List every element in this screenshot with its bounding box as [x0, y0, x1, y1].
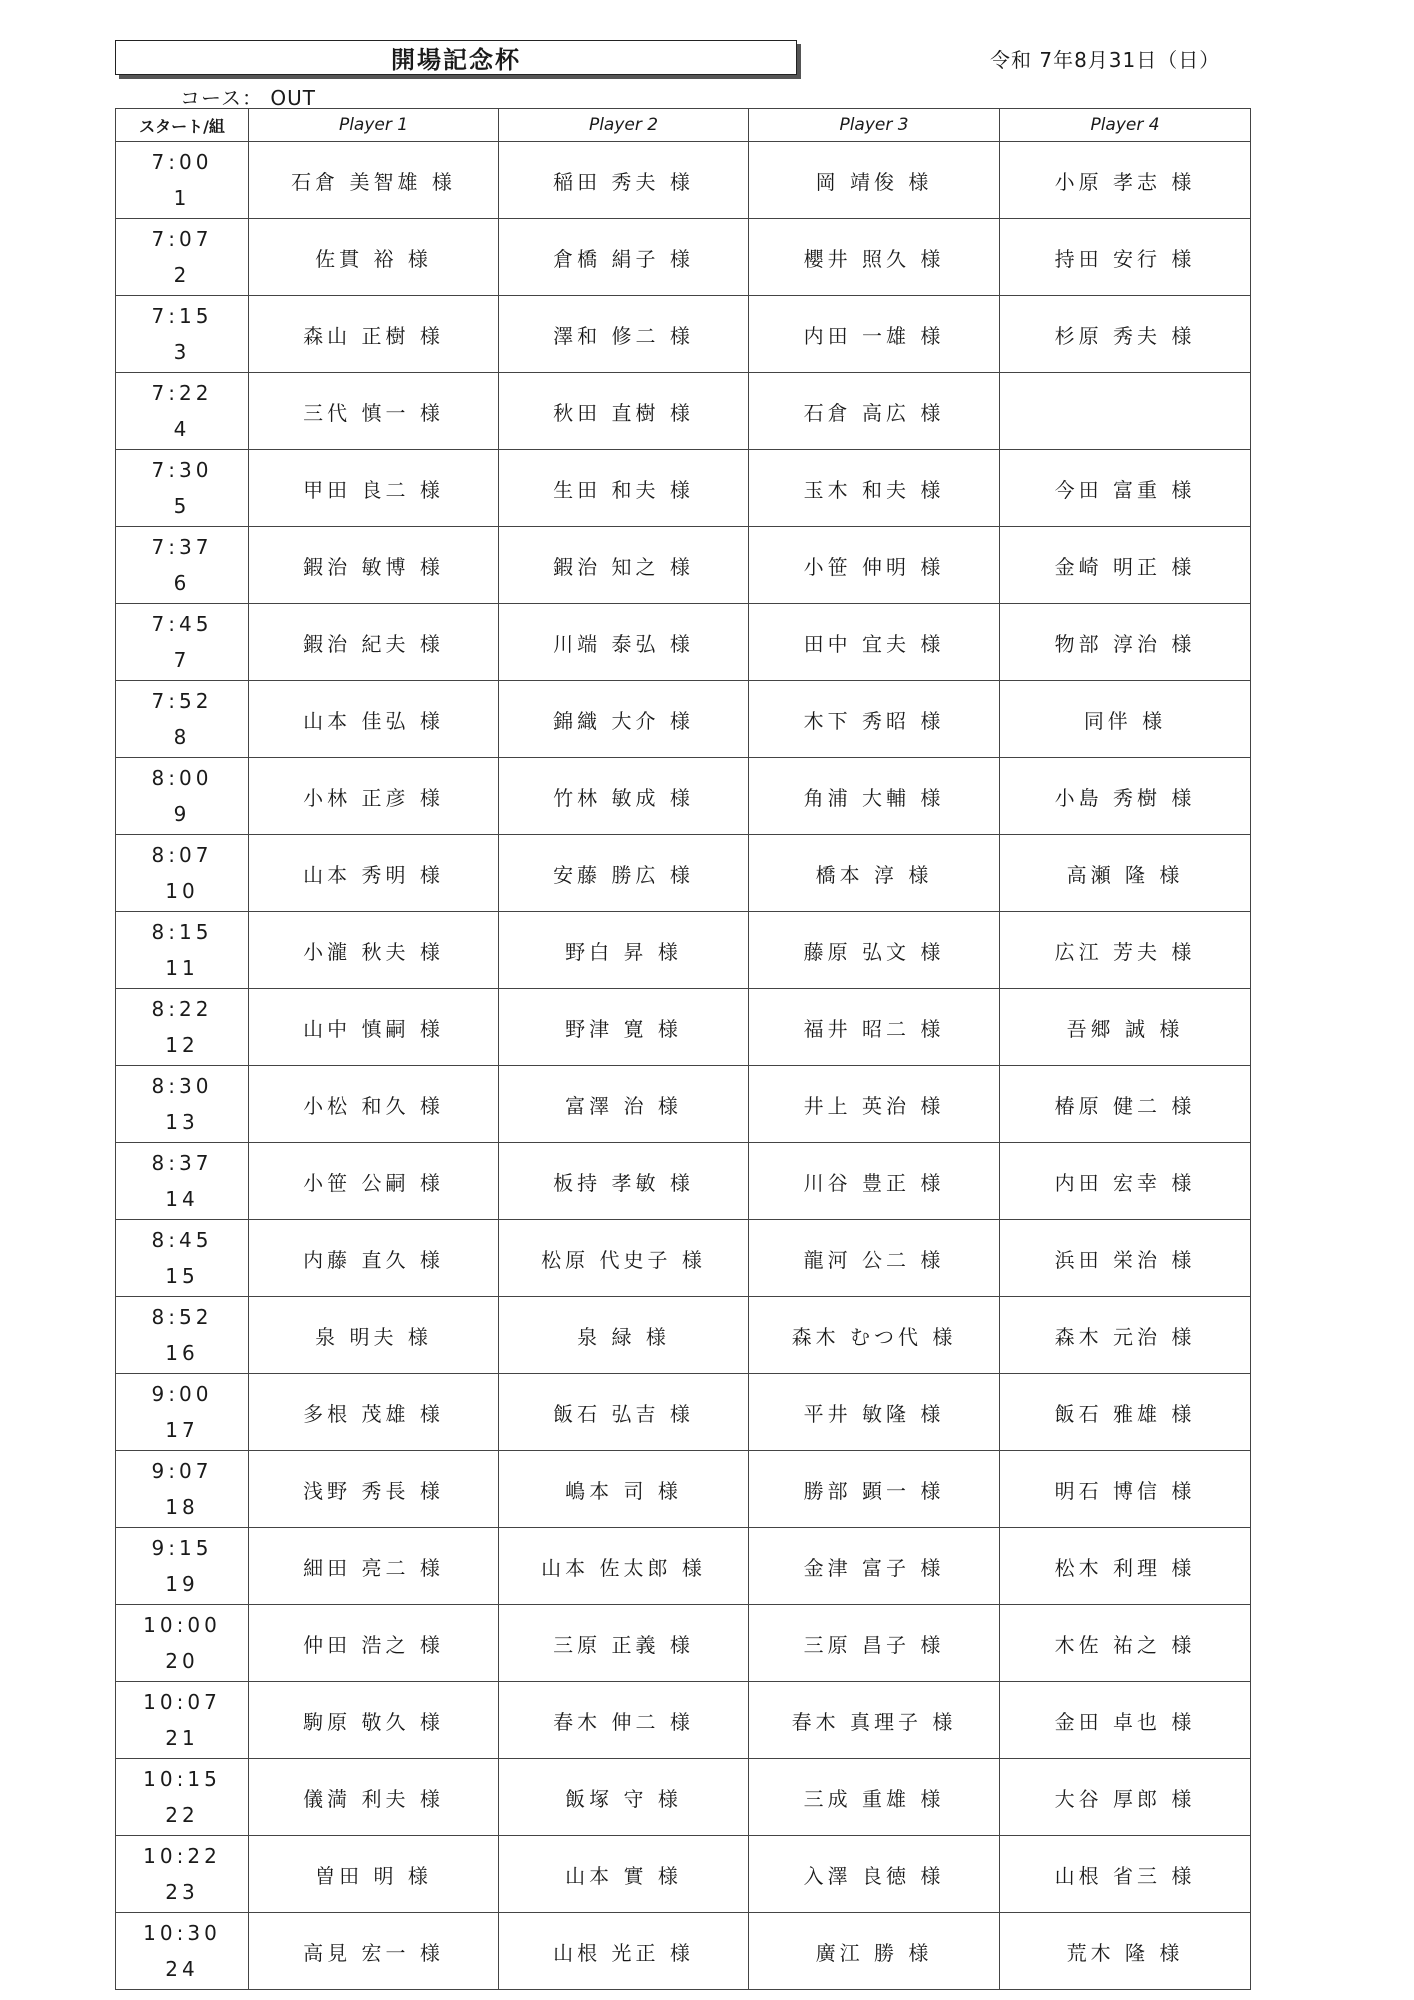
- player-3-cell: 福井 昭二 様: [749, 989, 1000, 1066]
- player-2-cell: 野津 寛 様: [499, 989, 749, 1066]
- table-row: [116, 604, 1251, 681]
- player-3-cell: 櫻井 照久 様: [749, 219, 1000, 296]
- start-group-cell: [116, 835, 249, 912]
- start-group-cell: [116, 1682, 249, 1759]
- player-3-cell: 廣江 勝 様: [749, 1913, 1000, 1990]
- player-3-cell: 森木 むつ代 様: [749, 1297, 1000, 1374]
- player-4-cell: 小原 孝志 様: [1000, 142, 1251, 219]
- player-2-cell: 川端 泰弘 様: [499, 604, 749, 681]
- group-number: 5: [173, 494, 191, 518]
- start-time: 8:15: [151, 920, 213, 944]
- group-number: 8: [173, 725, 191, 749]
- group-number: 2: [173, 263, 191, 287]
- column-header-player-2: Player 2: [499, 109, 749, 142]
- start-time: 8:30: [151, 1074, 213, 1098]
- player-1-cell: 儀満 利夫 様: [249, 1759, 499, 1836]
- player-2-cell: 生田 和夫 様: [499, 450, 749, 527]
- start-group-cell: [116, 296, 249, 373]
- player-1-cell: 仲田 浩之 様: [249, 1605, 499, 1682]
- start-time: 7:45: [151, 612, 213, 636]
- start-time: 8:45: [151, 1228, 213, 1252]
- start-group-cell: [116, 1913, 249, 1990]
- start-time: 7:37: [151, 535, 213, 559]
- table-row: [116, 527, 1251, 604]
- table-row: [116, 1913, 1251, 1990]
- start-group-cell: [116, 527, 249, 604]
- table-row: [116, 1451, 1251, 1528]
- player-2-cell: 三原 正義 様: [499, 1605, 749, 1682]
- player-4-cell: 金崎 明正 様: [1000, 527, 1251, 604]
- player-2-cell: 嶋本 司 様: [499, 1451, 749, 1528]
- player-1-cell: 甲田 良二 様: [249, 450, 499, 527]
- group-number: 9: [173, 802, 191, 826]
- start-group-cell: [116, 373, 249, 450]
- player-1-cell: 山本 秀明 様: [249, 835, 499, 912]
- table-row: [116, 296, 1251, 373]
- player-3-cell: 石倉 高広 様: [749, 373, 1000, 450]
- player-4-cell: 高瀬 隆 様: [1000, 835, 1251, 912]
- player-2-cell: 板持 孝敏 様: [499, 1143, 749, 1220]
- player-3-cell: 藤原 弘文 様: [749, 912, 1000, 989]
- table-row: [116, 1066, 1251, 1143]
- player-1-cell: 浅野 秀長 様: [249, 1451, 499, 1528]
- group-number: 18: [165, 1495, 199, 1519]
- player-4-cell: 内田 宏幸 様: [1000, 1143, 1251, 1220]
- group-number: 7: [173, 648, 191, 672]
- player-4-cell: 金田 卓也 様: [1000, 1682, 1251, 1759]
- start-group-cell: [116, 758, 249, 835]
- tee-time-table: [115, 108, 1251, 1990]
- start-group-cell: [116, 219, 249, 296]
- event-date: 令和 7年8月31日（日）: [990, 48, 1221, 72]
- player-2-cell: 山根 光正 様: [499, 1913, 749, 1990]
- group-number: 22: [165, 1803, 199, 1827]
- group-number: 21: [165, 1726, 199, 1750]
- player-2-cell: 山本 實 様: [499, 1836, 749, 1913]
- start-group-cell: [116, 1759, 249, 1836]
- player-4-cell: 明石 博信 様: [1000, 1451, 1251, 1528]
- table-row: [116, 681, 1251, 758]
- player-4-cell: 浜田 栄治 様: [1000, 1220, 1251, 1297]
- player-1-cell: 小林 正彦 様: [249, 758, 499, 835]
- table-row: [116, 835, 1251, 912]
- player-1-cell: 小瀧 秋夫 様: [249, 912, 499, 989]
- start-group-cell: [116, 1066, 249, 1143]
- player-1-cell: 鍜治 敏博 様: [249, 527, 499, 604]
- start-group-cell: [116, 1605, 249, 1682]
- player-2-cell: 飯石 弘吉 様: [499, 1374, 749, 1451]
- table-header-row: [116, 109, 1251, 142]
- player-2-cell: 鍜治 知之 様: [499, 527, 749, 604]
- group-number: 20: [165, 1649, 199, 1673]
- group-number: 13: [165, 1110, 199, 1134]
- player-1-cell: 石倉 美智雄 様: [249, 142, 499, 219]
- player-3-cell: 橋本 淳 様: [749, 835, 1000, 912]
- player-3-cell: 入澤 良徳 様: [749, 1836, 1000, 1913]
- table-row: [116, 1528, 1251, 1605]
- start-group-cell: [116, 604, 249, 681]
- player-2-cell: 泉 緑 様: [499, 1297, 749, 1374]
- start-time: 10:07: [143, 1690, 221, 1714]
- start-time: 7:15: [151, 304, 213, 328]
- start-time: 8:37: [151, 1151, 213, 1175]
- player-3-cell: 玉木 和夫 様: [749, 450, 1000, 527]
- player-2-cell: 山本 佐太郎 様: [499, 1528, 749, 1605]
- start-group-cell: [116, 1528, 249, 1605]
- player-4-cell: 木佐 祐之 様: [1000, 1605, 1251, 1682]
- player-2-cell: 春木 伸二 様: [499, 1682, 749, 1759]
- player-4-cell: 広江 芳夫 様: [1000, 912, 1251, 989]
- player-1-cell: 曽田 明 様: [249, 1836, 499, 1913]
- player-2-cell: 富澤 治 様: [499, 1066, 749, 1143]
- player-3-cell: 角浦 大輔 様: [749, 758, 1000, 835]
- table-row: [116, 1759, 1251, 1836]
- player-4-cell: 荒木 隆 様: [1000, 1913, 1251, 1990]
- start-time: 7:07: [151, 227, 213, 251]
- table-row: [116, 1374, 1251, 1451]
- start-group-cell: [116, 142, 249, 219]
- table-row: [116, 373, 1251, 450]
- start-time: 10:00: [143, 1613, 221, 1637]
- table-row: [116, 912, 1251, 989]
- course-label: コース： OUT: [180, 86, 316, 110]
- start-group-cell: [116, 989, 249, 1066]
- player-4-cell: 持田 安行 様: [1000, 219, 1251, 296]
- start-time: 10:15: [143, 1767, 221, 1791]
- player-3-cell: 小笹 伸明 様: [749, 527, 1000, 604]
- player-4-cell: 杉原 秀夫 様: [1000, 296, 1251, 373]
- player-2-cell: 錦織 大介 様: [499, 681, 749, 758]
- table-row: [116, 1297, 1251, 1374]
- player-3-cell: 三成 重雄 様: [749, 1759, 1000, 1836]
- player-2-cell: 稲田 秀夫 様: [499, 142, 749, 219]
- start-group-cell: [116, 1451, 249, 1528]
- group-number: 17: [165, 1418, 199, 1442]
- player-2-cell: 野白 昇 様: [499, 912, 749, 989]
- start-group-cell: [116, 912, 249, 989]
- group-number: 1: [173, 186, 191, 210]
- player-4-cell: [1000, 373, 1251, 450]
- start-time: 8:22: [151, 997, 213, 1021]
- start-group-cell: [116, 1143, 249, 1220]
- group-number: 15: [165, 1264, 199, 1288]
- player-4-cell: 飯石 雅雄 様: [1000, 1374, 1251, 1451]
- player-3-cell: 内田 一雄 様: [749, 296, 1000, 373]
- start-time: 9:00: [151, 1382, 213, 1406]
- start-time: 7:52: [151, 689, 213, 713]
- player-1-cell: 駒原 敬久 様: [249, 1682, 499, 1759]
- table-row: [116, 450, 1251, 527]
- player-1-cell: 多根 茂雄 様: [249, 1374, 499, 1451]
- group-number: 23: [165, 1880, 199, 1904]
- player-2-cell: 安藤 勝広 様: [499, 835, 749, 912]
- group-number: 10: [165, 879, 199, 903]
- player-4-cell: 松木 利理 様: [1000, 1528, 1251, 1605]
- player-4-cell: 大谷 厚郎 様: [1000, 1759, 1251, 1836]
- player-3-cell: 木下 秀昭 様: [749, 681, 1000, 758]
- group-number: 24: [165, 1957, 199, 1981]
- player-4-cell: 今田 富重 様: [1000, 450, 1251, 527]
- player-3-cell: 金津 富子 様: [749, 1528, 1000, 1605]
- column-header-player-3: Player 3: [749, 109, 1000, 142]
- player-3-cell: 井上 英治 様: [749, 1066, 1000, 1143]
- player-3-cell: 龍河 公二 様: [749, 1220, 1000, 1297]
- player-4-cell: 吾郷 誠 様: [1000, 989, 1251, 1066]
- table-row: [116, 219, 1251, 296]
- group-number: 14: [165, 1187, 199, 1211]
- start-time: 8:00: [151, 766, 213, 790]
- table-row: [116, 1682, 1251, 1759]
- player-2-cell: 秋田 直樹 様: [499, 373, 749, 450]
- table-row: [116, 758, 1251, 835]
- start-group-cell: [116, 450, 249, 527]
- group-number: 11: [165, 956, 199, 980]
- player-1-cell: 鍜治 紀夫 様: [249, 604, 499, 681]
- start-group-cell: [116, 1220, 249, 1297]
- start-group-cell: [116, 1297, 249, 1374]
- start-time: 7:00: [151, 150, 213, 174]
- player-2-cell: 倉橋 絹子 様: [499, 219, 749, 296]
- player-4-cell: 椿原 健二 様: [1000, 1066, 1251, 1143]
- player-1-cell: 山中 慎嗣 様: [249, 989, 499, 1066]
- player-1-cell: 山本 佳弘 様: [249, 681, 499, 758]
- player-3-cell: 田中 宜夫 様: [749, 604, 1000, 681]
- start-time: 9:15: [151, 1536, 213, 1560]
- player-1-cell: 泉 明夫 様: [249, 1297, 499, 1374]
- player-3-cell: 勝部 顕一 様: [749, 1451, 1000, 1528]
- start-time: 8:52: [151, 1305, 213, 1329]
- start-group-cell: [116, 681, 249, 758]
- start-time: 7:22: [151, 381, 213, 405]
- player-3-cell: 岡 靖俊 様: [749, 142, 1000, 219]
- player-2-cell: 竹林 敏成 様: [499, 758, 749, 835]
- table-row: [116, 1220, 1251, 1297]
- player-1-cell: 佐貫 裕 様: [249, 219, 499, 296]
- table-row: [116, 1836, 1251, 1913]
- group-number: 6: [173, 571, 191, 595]
- player-3-cell: 平井 敏隆 様: [749, 1374, 1000, 1451]
- player-4-cell: 物部 淳治 様: [1000, 604, 1251, 681]
- group-number: 3: [173, 340, 191, 364]
- player-1-cell: 細田 亮二 様: [249, 1528, 499, 1605]
- player-4-cell: 森木 元治 様: [1000, 1297, 1251, 1374]
- player-3-cell: 三原 昌子 様: [749, 1605, 1000, 1682]
- start-time: 7:30: [151, 458, 213, 482]
- start-time: 10:30: [143, 1921, 221, 1945]
- start-time: 10:22: [143, 1844, 221, 1868]
- column-header-player-4: Player 4: [1000, 109, 1251, 142]
- player-1-cell: 内藤 直久 様: [249, 1220, 499, 1297]
- player-2-cell: 松原 代史子 様: [499, 1220, 749, 1297]
- table-row: [116, 989, 1251, 1066]
- player-3-cell: 川谷 豊正 様: [749, 1143, 1000, 1220]
- column-header-player-1: Player 1: [249, 109, 499, 142]
- player-2-cell: 飯塚 守 様: [499, 1759, 749, 1836]
- player-1-cell: 三代 慎一 様: [249, 373, 499, 450]
- player-3-cell: 春木 真理子 様: [749, 1682, 1000, 1759]
- table-row: [116, 1605, 1251, 1682]
- player-4-cell: 山根 省三 様: [1000, 1836, 1251, 1913]
- start-time: 9:07: [151, 1459, 213, 1483]
- player-1-cell: 森山 正樹 様: [249, 296, 499, 373]
- column-header-start-group: スタート/組: [116, 109, 249, 142]
- table-row: [116, 1143, 1251, 1220]
- player-4-cell: 小島 秀樹 様: [1000, 758, 1251, 835]
- player-1-cell: 高見 宏一 様: [249, 1913, 499, 1990]
- page-title: 開場記念杯: [115, 40, 797, 75]
- table-row: [116, 142, 1251, 219]
- group-number: 12: [165, 1033, 199, 1057]
- player-1-cell: 小松 和久 様: [249, 1066, 499, 1143]
- start-group-cell: [116, 1374, 249, 1451]
- start-time: 8:07: [151, 843, 213, 867]
- player-4-cell: 同伴 様: [1000, 681, 1251, 758]
- group-number: 19: [165, 1572, 199, 1596]
- group-number: 4: [173, 417, 191, 441]
- group-number: 16: [165, 1341, 199, 1365]
- start-group-cell: [116, 1836, 249, 1913]
- player-1-cell: 小笹 公嗣 様: [249, 1143, 499, 1220]
- player-2-cell: 澤和 修二 様: [499, 296, 749, 373]
